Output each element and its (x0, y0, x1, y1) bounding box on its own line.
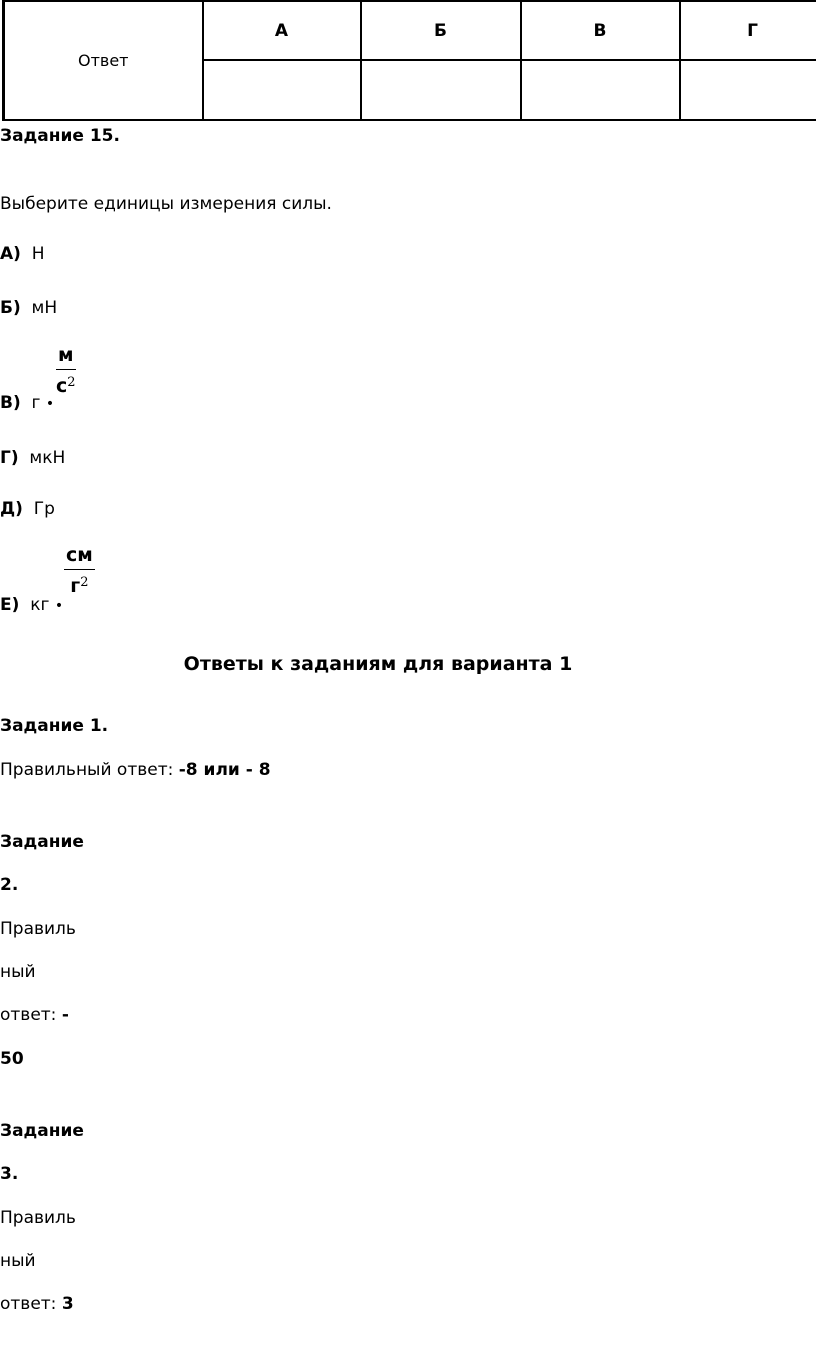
option-a-text: Н (31, 244, 45, 264)
answer-task3-title-1: Задание (0, 1121, 84, 1141)
answer-cell-a[interactable] (203, 60, 361, 120)
option-d-text: Гр (33, 499, 55, 519)
option-e (0, 597, 63, 614)
answer-cell-v[interactable] (521, 60, 680, 120)
answer-task3-label-3: ответ: (0, 1294, 62, 1314)
answer-task1-value: -8 или - 8 (178, 760, 271, 780)
option-a-letter: А) (0, 244, 21, 264)
answer-task2-value-1: - (61, 1005, 69, 1025)
option-v-text: г (31, 393, 41, 413)
answer-task2-value-2: 50 (0, 1049, 24, 1069)
multiply-dot: • (45, 396, 55, 412)
fraction-exponent: 2 (80, 575, 89, 590)
fraction-m-per-s2 (56, 344, 76, 397)
column-header-b: Б (361, 1, 521, 60)
answer-task3-value: 3 (61, 1294, 74, 1314)
column-header-g: Г (680, 1, 816, 60)
task15-question: Выберите единицы измерения силы. (0, 194, 332, 214)
answer-task2-label-2: ный (0, 962, 36, 982)
option-v-letter: В) (0, 393, 21, 413)
answer-task3-title-2: 3. (0, 1164, 19, 1184)
answer-task3-label-1: Правиль (0, 1208, 76, 1228)
answer-task3-label-2: ный (0, 1251, 36, 1271)
answer-task1-label: Правильный ответ: (0, 760, 179, 780)
option-b-letter: Б) (0, 298, 21, 318)
option-g (0, 450, 65, 467)
answer-table (2, 0, 816, 121)
fraction-denominator: $с^2$ (56, 375, 76, 397)
column-header-v: В (521, 1, 680, 60)
column-header-a: А (203, 1, 361, 60)
multiply-dot: • (54, 598, 64, 614)
fraction-numerator: м (58, 344, 74, 366)
fraction-denominator: $г^2$ (70, 575, 89, 597)
fraction-exponent: 2 (67, 375, 76, 390)
option-e-text: кг (30, 595, 50, 615)
fraction-bar (64, 569, 95, 570)
option-v (0, 395, 54, 412)
answer-task2-label-3: ответ: (0, 1005, 62, 1025)
option-b (0, 300, 57, 317)
option-g-letter: Г) (0, 448, 19, 468)
answer-task2-title-2: 2. (0, 875, 19, 895)
answer-task2-title-1: Задание (0, 832, 84, 852)
option-d (0, 501, 55, 518)
answer-cell-b[interactable] (361, 60, 521, 120)
option-b-text: мН (31, 298, 58, 318)
answer-cell-g[interactable] (680, 60, 816, 120)
task15-title: Задание 15. (0, 126, 120, 146)
answer-row-label: Ответ (4, 1, 203, 120)
fraction-bar (56, 369, 76, 370)
answers-heading: Ответы к заданиям для варианта 1 (183, 653, 573, 675)
fraction-numerator: см (66, 544, 93, 566)
answer-task1-line (0, 762, 271, 779)
option-g-text: мкН (29, 448, 66, 468)
fraction-sm-per-g2 (64, 544, 95, 597)
answer-task3-line (0, 1296, 74, 1313)
answer-task1-title: Задание 1. (0, 716, 109, 736)
option-a (0, 246, 45, 263)
answer-task2-label-1: Правиль (0, 919, 76, 939)
option-d-letter: Д) (0, 499, 23, 519)
option-e-letter: Е) (0, 595, 20, 615)
answer-task2-line (0, 1007, 69, 1024)
